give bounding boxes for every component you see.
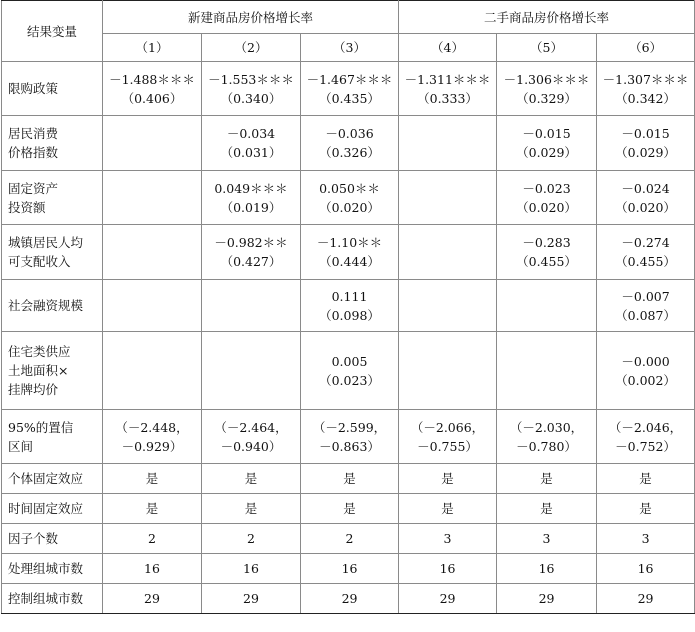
table-cell xyxy=(202,280,301,332)
table-cell xyxy=(103,332,202,410)
variable-label xyxy=(2,524,103,554)
cell-value-secondary: （0.087） xyxy=(615,307,676,323)
cell-value-secondary: （0.029） xyxy=(516,145,577,160)
cell-value-secondary: （0.340） xyxy=(220,90,282,106)
table-cell xyxy=(301,116,399,171)
variable-label xyxy=(2,225,103,280)
table-body xyxy=(2,1,695,614)
cell-value: －1.553＊＊＊ xyxy=(208,71,294,87)
cell-value: －0.000 xyxy=(621,353,670,369)
cell-value: －0.023 xyxy=(522,180,571,196)
variable-label xyxy=(2,584,103,614)
model-number: （6） xyxy=(597,34,695,62)
cell-value: 3 xyxy=(641,531,650,546)
cell-value: 29 xyxy=(637,591,654,606)
cell-value: （－2.030， xyxy=(509,419,584,435)
table-cell xyxy=(597,584,695,614)
cell-value: －1.307＊＊＊ xyxy=(602,71,689,87)
table-cell xyxy=(202,62,301,116)
table-cell xyxy=(202,225,301,280)
cell-value-secondary: （0.031） xyxy=(220,145,282,160)
table-cell xyxy=(399,171,497,225)
variable-label-line: 住宅类供应 xyxy=(8,344,71,359)
cell-value: －0.024 xyxy=(621,180,670,196)
table-row xyxy=(2,332,695,410)
table-row xyxy=(2,171,695,225)
cell-value: －0.982＊＊ xyxy=(214,235,288,250)
variable-label-line: 处理组城市数 xyxy=(8,561,84,576)
table-cell xyxy=(202,171,301,225)
cell-value: 是 xyxy=(540,471,553,486)
cell-value-secondary: －0.940） xyxy=(220,438,282,454)
cell-value-secondary: （0.023） xyxy=(319,372,380,388)
table-cell xyxy=(103,116,202,171)
cell-value: 16 xyxy=(637,561,654,576)
cell-value: 16 xyxy=(538,561,555,576)
model-number: （4） xyxy=(399,34,497,62)
regression-table xyxy=(1,0,695,614)
cell-value: 0.050＊＊ xyxy=(319,180,380,196)
table-cell xyxy=(597,116,695,171)
cell-value: －0.015 xyxy=(522,126,571,141)
cell-value: 是 xyxy=(639,471,652,486)
variable-label-line: 95%的置信 xyxy=(8,419,74,435)
new-housing-price-group-header: 新建商品房价格增长率 xyxy=(103,1,399,34)
cell-value: －0.283 xyxy=(522,235,571,250)
cell-value: －1.311＊＊＊ xyxy=(404,71,491,87)
cell-value: 是 xyxy=(145,471,159,486)
cell-value-secondary: （0.019） xyxy=(220,199,282,215)
model-number: （3） xyxy=(301,34,399,62)
cell-value-secondary: （0.329） xyxy=(516,90,577,106)
table-cell xyxy=(301,171,399,225)
table-cell xyxy=(103,464,202,494)
variable-label xyxy=(2,494,103,524)
variable-label-line: 控制组城市数 xyxy=(8,591,84,606)
cell-value: 是 xyxy=(540,501,553,516)
cell-value-secondary: （0.098） xyxy=(319,307,380,323)
table-row xyxy=(2,225,695,280)
table-cell xyxy=(597,332,695,410)
cell-value: －0.015 xyxy=(621,126,670,141)
cell-value-secondary: （0.020） xyxy=(516,199,577,215)
table-cell xyxy=(202,116,301,171)
cell-value: （－2.464， xyxy=(214,419,288,435)
cell-value-secondary: （0.333） xyxy=(417,90,478,106)
model-number: （1） xyxy=(103,34,202,62)
table-cell xyxy=(301,62,399,116)
table-cell xyxy=(202,554,301,584)
table-cell xyxy=(399,494,497,524)
table-cell xyxy=(301,524,399,554)
table-cell xyxy=(202,524,301,554)
variable-label-line: 因子个数 xyxy=(8,531,59,546)
cell-value: 29 xyxy=(439,591,456,606)
table-cell xyxy=(202,464,301,494)
cell-value: －0.036 xyxy=(325,126,374,141)
cell-value-secondary: －0.752） xyxy=(615,438,676,454)
table-cell xyxy=(597,280,695,332)
cell-value: 2 xyxy=(148,531,156,546)
table-row xyxy=(2,62,695,116)
table-cell xyxy=(301,225,399,280)
variable-label xyxy=(2,410,103,464)
cell-value: 是 xyxy=(244,471,258,486)
cell-value: －0.274 xyxy=(621,235,670,250)
variable-label xyxy=(2,62,103,116)
cell-value: 0.111 xyxy=(331,288,368,304)
cell-value: －1.306＊＊＊ xyxy=(503,71,590,87)
table-cell xyxy=(597,524,695,554)
cell-value-secondary: （0.029） xyxy=(615,145,676,160)
table-cell xyxy=(597,225,695,280)
cell-value-secondary: －0.780） xyxy=(516,438,577,454)
second-hand-price-group-header: 二手商品房价格增长率 xyxy=(399,1,695,34)
table-cell xyxy=(597,62,695,116)
cell-value: （－2.046， xyxy=(608,419,683,435)
cell-value: －0.007 xyxy=(621,288,670,304)
table-row xyxy=(2,524,695,554)
variable-label xyxy=(2,280,103,332)
cell-value: 29 xyxy=(243,591,259,606)
variable-label-line: 时间固定效应 xyxy=(8,501,84,516)
variable-label-line: 可支配收入 xyxy=(8,254,71,269)
table-cell xyxy=(597,464,695,494)
variable-label-line: 居民消费 xyxy=(8,126,59,141)
cell-value-secondary: （0.444） xyxy=(319,254,380,269)
table-cell xyxy=(497,171,597,225)
variable-label-line: 投资额 xyxy=(8,199,46,215)
cell-value-secondary: （0.326） xyxy=(319,145,380,160)
cell-value-secondary: （0.342） xyxy=(615,90,676,106)
table-cell xyxy=(301,494,399,524)
table-cell xyxy=(301,584,399,614)
table-cell xyxy=(301,280,399,332)
cell-value: －1.10＊＊ xyxy=(316,235,383,250)
cell-value: 2 xyxy=(247,531,255,546)
cell-value-secondary: （0.002） xyxy=(615,372,676,388)
table-cell xyxy=(103,524,202,554)
cell-value: 3 xyxy=(443,531,452,546)
cell-value-secondary: （0.455） xyxy=(615,254,676,269)
table-cell xyxy=(202,584,301,614)
table-cell xyxy=(399,464,497,494)
table-cell xyxy=(497,410,597,464)
table-row xyxy=(2,116,695,171)
cell-value: 29 xyxy=(538,591,555,606)
table-cell xyxy=(399,410,497,464)
variable-label xyxy=(2,171,103,225)
table-cell xyxy=(301,332,399,410)
table-cell xyxy=(103,494,202,524)
table-cell xyxy=(103,171,202,225)
cell-value-secondary: －0.863） xyxy=(319,438,380,454)
variable-label-line: 城镇居民人均 xyxy=(8,235,84,250)
table-cell xyxy=(399,280,497,332)
model-number: （5） xyxy=(497,34,597,62)
table-cell xyxy=(399,524,497,554)
cell-value: 是 xyxy=(343,501,356,516)
cell-value: 29 xyxy=(144,591,160,606)
table-cell xyxy=(399,225,497,280)
variable-label-line: 限购政策 xyxy=(8,81,59,96)
model-number: （2） xyxy=(202,34,301,62)
table-row xyxy=(2,494,695,524)
cell-value: 16 xyxy=(341,561,358,576)
cell-value-secondary: －0.929） xyxy=(121,438,183,454)
variable-label xyxy=(2,464,103,494)
cell-value: 3 xyxy=(542,531,551,546)
table-cell xyxy=(399,554,497,584)
cell-value: （－2.066， xyxy=(410,419,485,435)
variable-label-line: 挂牌均价 xyxy=(8,382,59,397)
cell-value-secondary: （0.020） xyxy=(615,199,676,215)
table-cell xyxy=(497,332,597,410)
table-cell xyxy=(497,464,597,494)
cell-value: 29 xyxy=(341,591,358,606)
cell-value: 是 xyxy=(639,501,652,516)
cell-value: 0.005 xyxy=(331,353,368,369)
table-cell xyxy=(597,171,695,225)
cell-value: 是 xyxy=(145,501,159,516)
variable-label xyxy=(2,554,103,584)
cell-value: 0.049＊＊＊ xyxy=(214,180,288,196)
variable-label-line: 区间 xyxy=(8,438,34,454)
cell-value: 是 xyxy=(244,501,258,516)
variable-label-line: 价格指数 xyxy=(8,145,59,160)
cell-value: 是 xyxy=(343,471,356,486)
cell-value: 是 xyxy=(441,501,454,516)
variable-label xyxy=(2,332,103,410)
cell-value-secondary: －0.755） xyxy=(417,438,478,454)
cell-value: 16 xyxy=(144,561,160,576)
cell-value: －1.488＊＊＊ xyxy=(109,71,195,87)
variable-label-line: 个体固定效应 xyxy=(8,471,84,486)
cell-value-secondary: （0.455） xyxy=(516,254,577,269)
cell-value-secondary: （0.020） xyxy=(319,199,380,215)
table-cell xyxy=(103,554,202,584)
table-cell xyxy=(497,116,597,171)
table-cell xyxy=(103,62,202,116)
header-row-groups xyxy=(2,1,695,34)
outcome-variable-header: 结果变量 xyxy=(2,1,103,62)
table-cell xyxy=(597,494,695,524)
header-row-models xyxy=(2,34,695,62)
variable-label xyxy=(2,116,103,171)
table-cell xyxy=(497,225,597,280)
cell-value: －0.034 xyxy=(226,126,276,141)
cell-value: －1.467＊＊＊ xyxy=(306,71,393,87)
variable-label-line: 固定资产 xyxy=(8,180,59,196)
table-cell xyxy=(497,280,597,332)
table-cell xyxy=(399,62,497,116)
cell-value: 16 xyxy=(439,561,456,576)
cell-value-secondary: （0.435） xyxy=(319,90,380,106)
cell-value-secondary: （0.427） xyxy=(220,254,282,269)
table-cell xyxy=(497,62,597,116)
cell-value: 2 xyxy=(345,531,354,546)
table-row xyxy=(2,410,695,464)
table-cell xyxy=(103,410,202,464)
cell-value: （－2.599， xyxy=(312,419,387,435)
table-cell xyxy=(301,554,399,584)
table-cell xyxy=(202,494,301,524)
table-cell xyxy=(399,116,497,171)
cell-value: 16 xyxy=(243,561,259,576)
table-row xyxy=(2,554,695,584)
table-cell xyxy=(399,584,497,614)
variable-label-line: 土地面积× xyxy=(8,363,69,378)
table-row xyxy=(2,280,695,332)
table-cell xyxy=(202,410,301,464)
table-cell xyxy=(597,410,695,464)
cell-value-secondary: （0.406） xyxy=(121,90,183,106)
cell-value: （－2.448， xyxy=(115,419,189,435)
table-cell xyxy=(399,332,497,410)
table-row xyxy=(2,584,695,614)
table-cell xyxy=(103,584,202,614)
table-cell xyxy=(202,332,301,410)
table-cell xyxy=(597,554,695,584)
table-cell xyxy=(497,494,597,524)
table-cell xyxy=(497,524,597,554)
table-cell xyxy=(103,280,202,332)
table-cell xyxy=(103,225,202,280)
table-row xyxy=(2,464,695,494)
table-cell xyxy=(497,554,597,584)
variable-label-line: 社会融资规模 xyxy=(8,298,84,313)
table-cell xyxy=(497,584,597,614)
table-cell xyxy=(301,410,399,464)
table-cell xyxy=(301,464,399,494)
cell-value: 是 xyxy=(441,471,454,486)
